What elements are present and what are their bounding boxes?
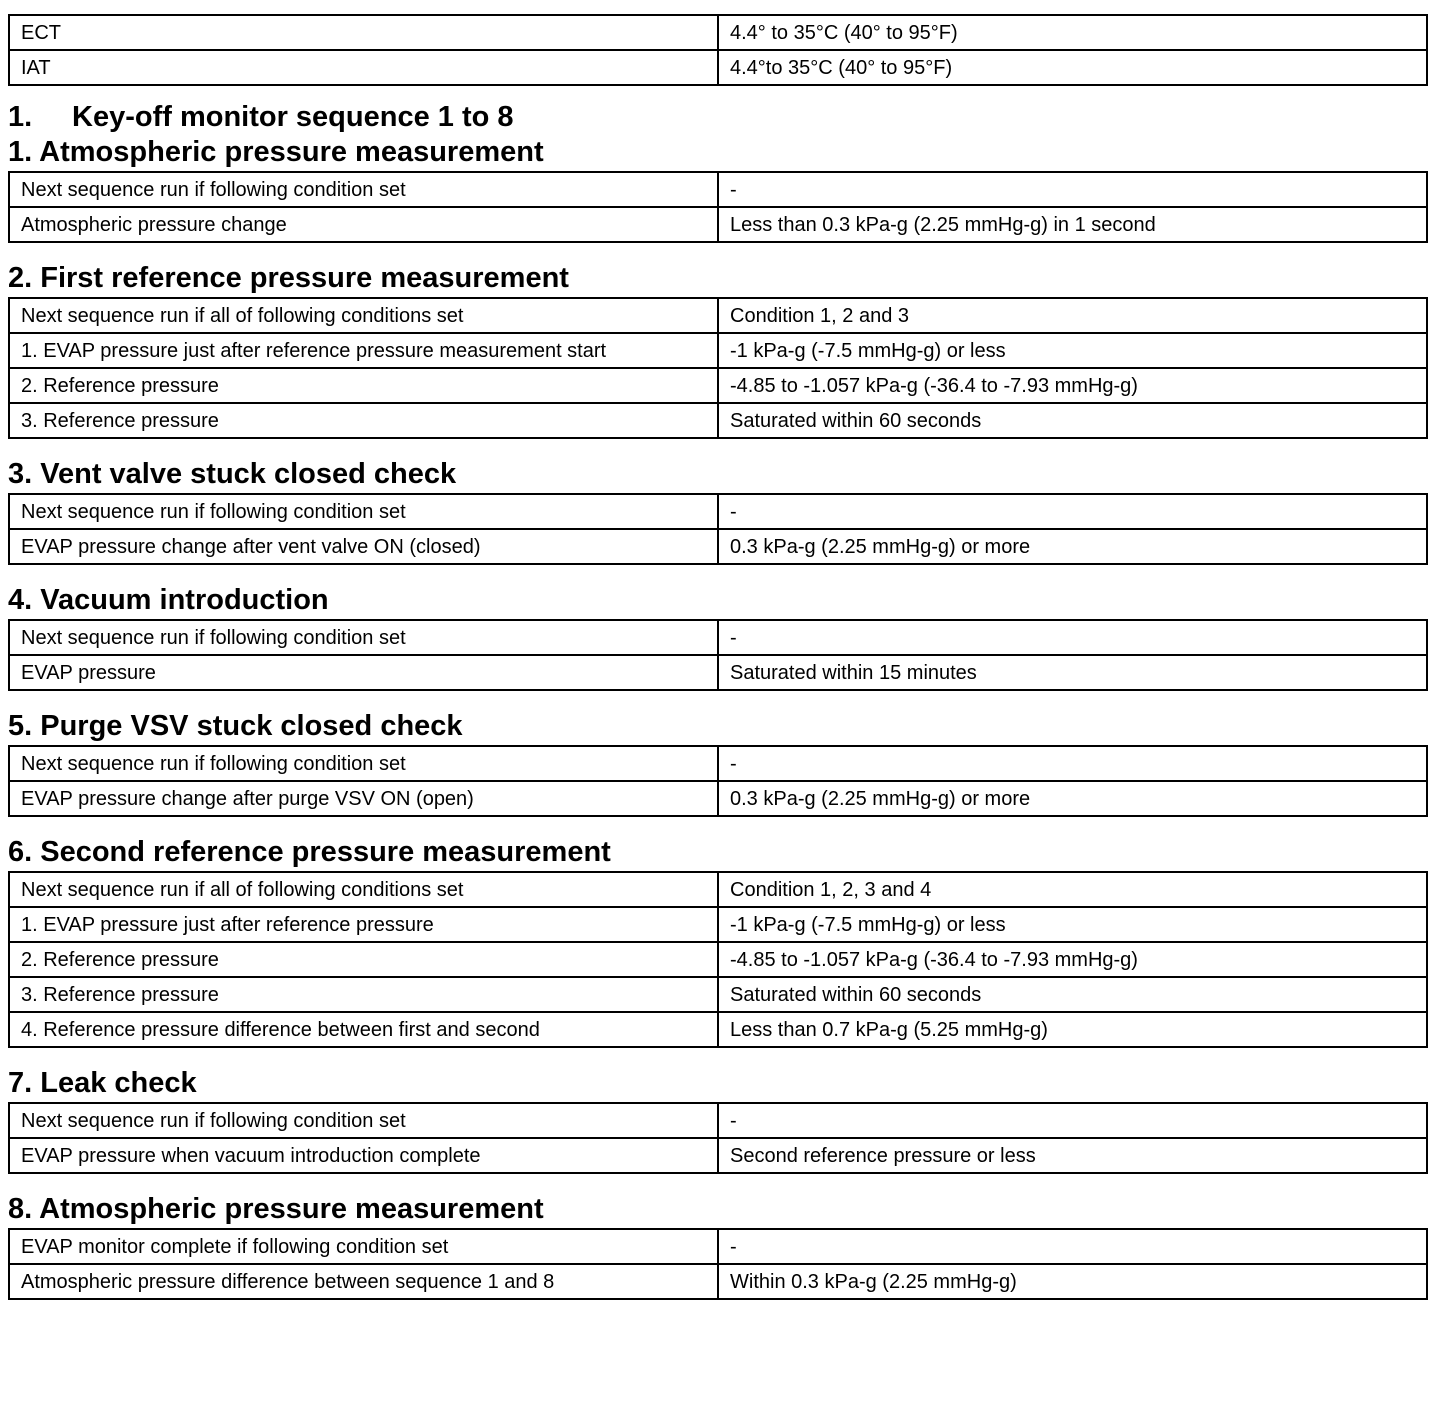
condition-label-cell: 2. Reference pressure [9, 942, 718, 977]
condition-value-cell: Less than 0.7 kPa-g (5.25 mmHg-g) [718, 1012, 1427, 1047]
condition-value-cell: Second reference pressure or less [718, 1138, 1427, 1173]
intro-conditions-table [8, 14, 1428, 86]
section-table [8, 871, 1428, 1048]
condition-value-cell: Saturated within 60 seconds [718, 977, 1427, 1012]
table-row [9, 403, 1427, 438]
condition-label-cell: 3. Reference pressure [9, 977, 718, 1012]
condition-value-cell: - [718, 620, 1427, 655]
table-row [9, 494, 1427, 529]
table-row [9, 620, 1427, 655]
table-row [9, 172, 1427, 207]
condition-value-cell: -1 kPa-g (-7.5 mmHg-g) or less [718, 907, 1427, 942]
section-title: 7. Leak check [8, 1067, 197, 1099]
table-row [9, 781, 1427, 816]
condition-label-cell: 1. EVAP pressure just after reference pressure [9, 907, 718, 942]
condition-value-cell: -4.85 to -1.057 kPa-g (-36.4 to -7.93 mmHg-g) [718, 942, 1427, 977]
table-row [9, 907, 1427, 942]
condition-value-cell: -1 kPa-g (-7.5 mmHg-g) or less [718, 333, 1427, 368]
section-table [8, 1228, 1428, 1300]
condition-value-cell: 0.3 kPa-g (2.25 mmHg-g) or more [718, 529, 1427, 564]
condition-value-cell: - [718, 172, 1427, 207]
condition-label-cell: Atmospheric pressure difference between sequence 1 and 8 [9, 1264, 718, 1299]
condition-label-cell: Next sequence run if following condition set [9, 620, 718, 655]
table-row [9, 368, 1427, 403]
table-row [9, 977, 1427, 1012]
main-heading-title: Key-off monitor sequence 1 to 8 [72, 101, 514, 133]
section-title: 8. Atmospheric pressure measurement [8, 1193, 544, 1225]
section-table [8, 297, 1428, 439]
table-row [9, 942, 1427, 977]
table-row [9, 50, 1427, 85]
condition-value-cell: Condition 1, 2 and 3 [718, 298, 1427, 333]
main-heading [8, 99, 1426, 135]
table-row [9, 15, 1427, 50]
condition-value-cell: - [718, 746, 1427, 781]
section-table [8, 745, 1428, 817]
section-title: 5. Purge VSV stuck closed check [8, 710, 463, 742]
section-title: 3. Vent valve stuck closed check [8, 458, 457, 490]
condition-label-cell: 1. EVAP pressure just after reference pressure measurement start [9, 333, 718, 368]
condition-value-cell: Saturated within 60 seconds [718, 403, 1427, 438]
main-heading-number: 1. [8, 101, 33, 133]
condition-label-cell: Next sequence run if following condition set [9, 494, 718, 529]
table-row [9, 333, 1427, 368]
condition-label-cell: Next sequence run if following condition set [9, 1103, 718, 1138]
section-table [8, 171, 1428, 243]
condition-label-cell: EVAP pressure [9, 655, 718, 690]
section-table [8, 1102, 1428, 1174]
condition-label-cell: EVAP pressure when vacuum introduction complete [9, 1138, 718, 1173]
table-row [9, 298, 1427, 333]
condition-value-cell: Saturated within 15 minutes [718, 655, 1427, 690]
table-row [9, 655, 1427, 690]
section-title: 2. First reference pressure measurement [8, 262, 569, 294]
table-row [9, 1103, 1427, 1138]
table-row [9, 1138, 1427, 1173]
table-row [9, 746, 1427, 781]
sequence-sections [8, 135, 1426, 1300]
section-table [8, 493, 1428, 565]
condition-value-cell: Condition 1, 2, 3 and 4 [718, 872, 1427, 907]
condition-value-cell: - [718, 1229, 1427, 1264]
condition-value-cell: 0.3 kPa-g (2.25 mmHg-g) or more [718, 781, 1427, 816]
condition-value-cell: 4.4°to 35°C (40° to 95°F) [718, 50, 1427, 85]
table-row [9, 529, 1427, 564]
table-row [9, 207, 1427, 242]
document-body [8, 14, 1426, 1300]
condition-label-cell: 4. Reference pressure difference between first and second [9, 1012, 718, 1047]
condition-label-cell: Next sequence run if following condition set [9, 746, 718, 781]
table-row [9, 872, 1427, 907]
section-title: 1. Atmospheric pressure measurement [8, 136, 544, 168]
table-row [9, 1229, 1427, 1264]
condition-label-cell: 3. Reference pressure [9, 403, 718, 438]
condition-label-cell: EVAP pressure change after purge VSV ON (open) [9, 781, 718, 816]
section-title: 4. Vacuum introduction [8, 584, 329, 616]
condition-value-cell: -4.85 to -1.057 kPa-g (-36.4 to -7.93 mmHg-g) [718, 368, 1427, 403]
condition-value-cell: Within 0.3 kPa-g (2.25 mmHg-g) [718, 1264, 1427, 1299]
condition-value-cell: 4.4° to 35°C (40° to 95°F) [718, 15, 1427, 50]
condition-value-cell: - [718, 494, 1427, 529]
condition-value-cell: Less than 0.3 kPa-g (2.25 mmHg-g) in 1 second [718, 207, 1427, 242]
condition-label-cell: Next sequence run if all of following conditions set [9, 298, 718, 333]
table-row [9, 1264, 1427, 1299]
section-title: 6. Second reference pressure measurement [8, 836, 611, 868]
condition-label-cell: ECT [9, 15, 718, 50]
table-row [9, 1012, 1427, 1047]
section-table [8, 619, 1428, 691]
condition-label-cell: EVAP monitor complete if following condition set [9, 1229, 718, 1264]
condition-label-cell: Next sequence run if following condition set [9, 172, 718, 207]
condition-value-cell: - [718, 1103, 1427, 1138]
condition-label-cell: EVAP pressure change after vent valve ON (closed) [9, 529, 718, 564]
condition-label-cell: 2. Reference pressure [9, 368, 718, 403]
condition-label-cell: Atmospheric pressure change [9, 207, 718, 242]
condition-label-cell: IAT [9, 50, 718, 85]
condition-label-cell: Next sequence run if all of following conditions set [9, 872, 718, 907]
